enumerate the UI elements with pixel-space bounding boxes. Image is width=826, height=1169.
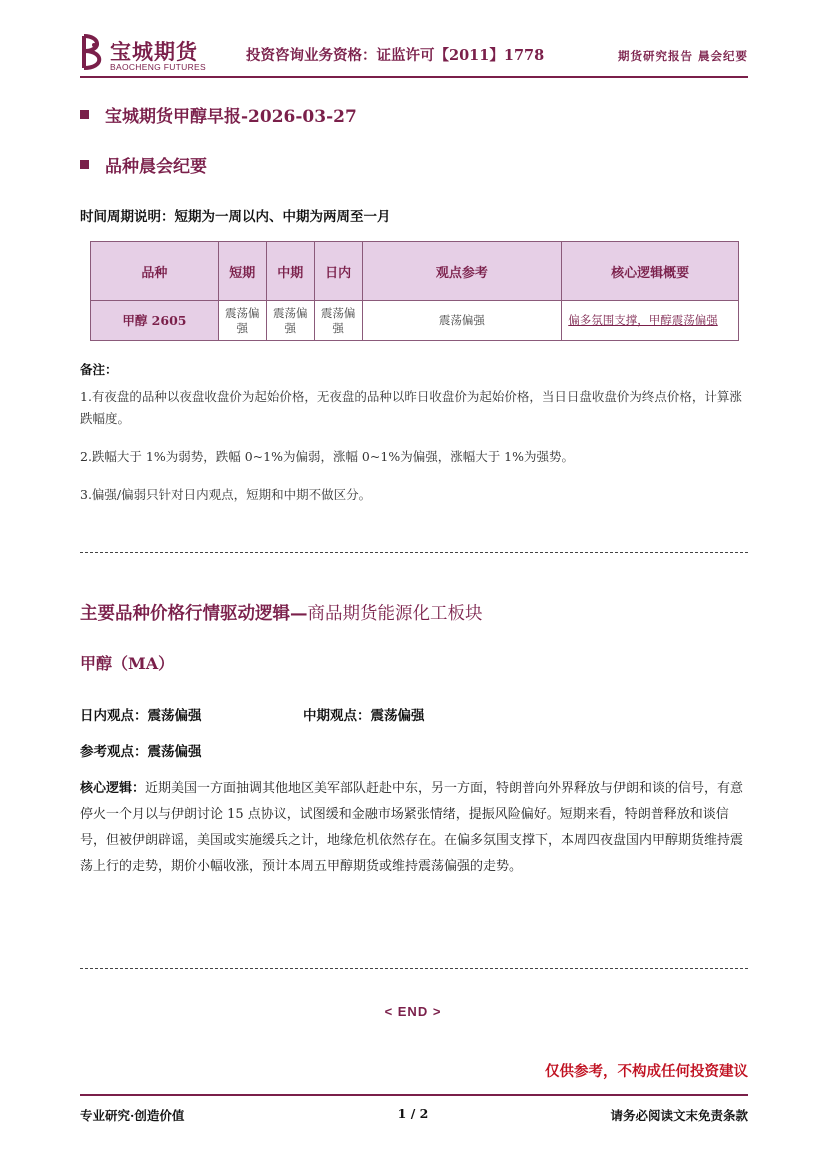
- notes-title: 备注：: [80, 362, 118, 377]
- bullet-square-icon: [80, 160, 89, 169]
- header-short: 短期: [218, 242, 266, 301]
- logo-chinese-name: 宝城期货: [110, 39, 198, 64]
- cell-core-logic-link[interactable]: 偏多氛围支撑，甲醇震荡偏强: [562, 301, 739, 341]
- footer-disclaimer-note: 请务必阅读文末免责条款: [610, 1108, 748, 1123]
- dashed-divider: [80, 968, 748, 969]
- page-header: [80, 30, 748, 76]
- footer-slogan: 专业研究·创造价值: [80, 1108, 185, 1123]
- morning-view-table: [90, 241, 739, 341]
- header-variety: 品种: [91, 242, 219, 301]
- page-number: 1 / 2: [397, 1106, 429, 1121]
- section-title-text: 品种晨会纪要: [105, 157, 207, 177]
- header-divider: [80, 76, 748, 78]
- bullet-square-icon: [80, 110, 89, 119]
- core-logic-label: 核心逻辑：: [80, 781, 146, 796]
- report-title: [80, 102, 357, 127]
- core-logic-text: 近期美国一方面抽调其他地区美军部队赶赴中东，另一方面，特朗普向外界释放与伊朗和谈的信号，有意停火一个月以与伊朗讨论 15 点协议，试图缓和金融市场紧张情绪，提振风险偏好。短期来看，特朗普释放和谈信号，但被伊朗辟谣，美国或实施缓兵之计，地缘危机依然存在。在偏多氛围支撑下，本周四夜盘国内甲醇期货维持震荡上行的走势，期价小幅收涨，预计本周五甲醇期货或维持震荡偏强的走势。: [80, 781, 744, 874]
- header-mid: 中期: [266, 242, 314, 301]
- dashed-divider: [80, 552, 748, 553]
- cell-mid: 震荡偏强: [266, 301, 314, 341]
- main-title-sub: 商品期货能源化工板块: [307, 604, 483, 624]
- reference-view: 参考观点：震荡偏强: [80, 744, 202, 760]
- commodity-title: 甲醇（MA）: [80, 654, 175, 673]
- report-type: 期货研究报告 晨会纪要: [617, 49, 748, 63]
- table-row: [91, 301, 739, 341]
- header-intraday: 日内: [314, 242, 362, 301]
- table-header-row: [91, 242, 739, 301]
- period-note: 时间周期说明：短期为一周以内、中期为两周至一月: [80, 209, 391, 225]
- report-title-text: 宝城期货甲醇早报-2026-03-27: [105, 107, 357, 127]
- main-drivers-title: [80, 600, 483, 625]
- cell-variety: 甲醇 2605: [91, 301, 219, 341]
- core-logic: [80, 776, 748, 880]
- qualification-text: 投资咨询业务资格：证监许可【2011】1778: [246, 47, 545, 64]
- notes-section: [80, 360, 748, 522]
- section-title: [80, 152, 207, 177]
- note-item: 2.跌幅大于 1%为弱势，跌幅 0~1%为偏弱，涨幅 0~1%为偏强，涨幅大于 1%为强势。: [80, 449, 574, 464]
- mid-view: 中期观点：震荡偏强: [303, 708, 425, 724]
- baocheng-logo-icon: [80, 34, 106, 72]
- cell-short: 震荡偏强: [218, 301, 266, 341]
- end-mark: < END >: [384, 1004, 442, 1019]
- cell-view: 震荡偏强: [362, 301, 562, 341]
- disclaimer-text: 仅供参考，不构成任何投资建议: [545, 1064, 748, 1080]
- header-view: 观点参考: [362, 242, 562, 301]
- note-item: 3.偏强/偏弱只针对日内观点，短期和中期不做区分。: [80, 487, 372, 502]
- main-title-text: 主要品种价格行情驱动逻辑—: [80, 604, 308, 624]
- logo-english-name: BAOCHENG FUTURES: [110, 62, 206, 72]
- intraday-view: 日内观点：震荡偏强: [80, 708, 202, 724]
- footer-divider: [80, 1094, 748, 1096]
- company-logo: [80, 34, 210, 74]
- note-item: 1.有夜盘的品种以夜盘收盘价为起始价格，无夜盘的品种以昨日收盘价为起始价格，当日日盘收盘价为终点价格，计算涨跌幅度。: [80, 389, 742, 426]
- header-core-logic: 核心逻辑概要: [562, 242, 739, 301]
- cell-intraday: 震荡偏强: [314, 301, 362, 341]
